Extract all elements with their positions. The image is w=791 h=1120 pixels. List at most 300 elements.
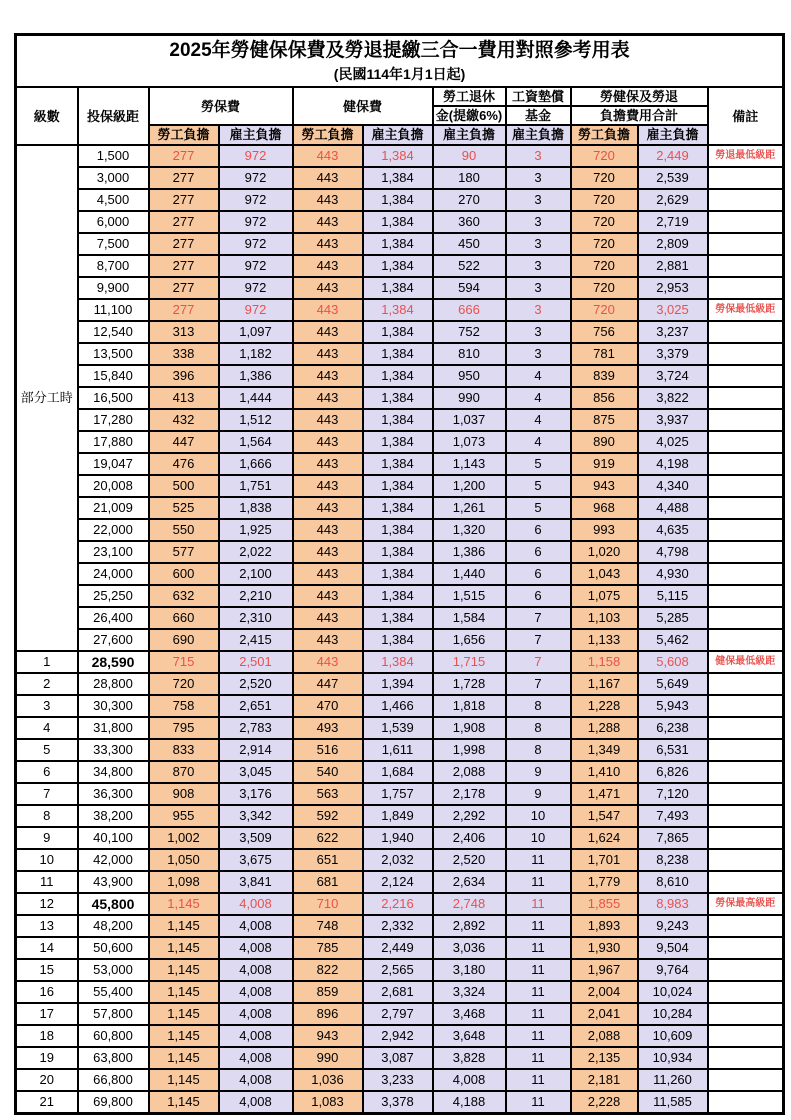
table-row bbox=[16, 937, 784, 959]
value-cell: 11 bbox=[506, 1047, 571, 1069]
value-cell: 990 bbox=[293, 1047, 363, 1069]
value-cell: 810 bbox=[433, 343, 506, 365]
value-cell: 1,384 bbox=[363, 519, 433, 541]
subheader-health-employee: 勞工負擔 bbox=[293, 125, 363, 145]
value-cell: 1,145 bbox=[149, 893, 219, 915]
value-cell: 6 bbox=[506, 519, 571, 541]
value-cell: 3,036 bbox=[433, 937, 506, 959]
remark-cell bbox=[708, 871, 784, 893]
value-cell: 2,892 bbox=[433, 915, 506, 937]
value-cell: 4,198 bbox=[638, 453, 708, 475]
value-cell: 5,115 bbox=[638, 585, 708, 607]
value-cell: 443 bbox=[293, 145, 363, 167]
value-cell: 2,449 bbox=[363, 937, 433, 959]
value-cell: 3,937 bbox=[638, 409, 708, 431]
value-cell: 443 bbox=[293, 409, 363, 431]
value-cell: 1,394 bbox=[363, 673, 433, 695]
value-cell: 4,188 bbox=[433, 1091, 506, 1114]
value-cell: 11 bbox=[506, 893, 571, 915]
value-cell: 2,520 bbox=[219, 673, 293, 695]
value-cell: 1,288 bbox=[571, 717, 638, 739]
value-cell: 1,384 bbox=[363, 277, 433, 299]
value-cell: 443 bbox=[293, 299, 363, 321]
value-cell: 1,893 bbox=[571, 915, 638, 937]
page-subtitle: (民國114年1月1日起) bbox=[333, 66, 466, 82]
value-cell: 443 bbox=[293, 167, 363, 189]
table-header bbox=[16, 35, 784, 146]
value-cell: 443 bbox=[293, 651, 363, 673]
value-cell: 500 bbox=[149, 475, 219, 497]
value-cell: 1,384 bbox=[363, 387, 433, 409]
remark-cell bbox=[708, 211, 784, 233]
remark-cell bbox=[708, 563, 784, 585]
page-title: 2025年勞健保保費及勞退提繳三合一費用對照參考用表 bbox=[169, 40, 630, 61]
value-cell: 3 bbox=[506, 321, 571, 343]
value-cell: 4,008 bbox=[219, 1025, 293, 1047]
value-cell: 715 bbox=[149, 651, 219, 673]
value-cell: 4,008 bbox=[219, 937, 293, 959]
value-cell: 1,547 bbox=[571, 805, 638, 827]
value-cell: 666 bbox=[433, 299, 506, 321]
value-cell: 833 bbox=[149, 739, 219, 761]
value-cell: 313 bbox=[149, 321, 219, 343]
bracket-cell: 11,100 bbox=[78, 299, 149, 321]
value-cell: 525 bbox=[149, 497, 219, 519]
value-cell: 2,135 bbox=[571, 1047, 638, 1069]
value-cell: 1,384 bbox=[363, 167, 433, 189]
bracket-cell: 16,500 bbox=[78, 387, 149, 409]
value-cell: 822 bbox=[293, 959, 363, 981]
table-row bbox=[16, 695, 784, 717]
value-cell: 9,764 bbox=[638, 959, 708, 981]
table-row bbox=[16, 541, 784, 563]
bracket-cell: 31,800 bbox=[78, 717, 149, 739]
value-cell: 443 bbox=[293, 585, 363, 607]
table-row bbox=[16, 827, 784, 849]
subheader-wage-fund-employer: 雇主負擔 bbox=[506, 125, 571, 145]
value-cell: 1,818 bbox=[433, 695, 506, 717]
value-cell: 748 bbox=[293, 915, 363, 937]
subheader-health-employer: 雇主負擔 bbox=[363, 125, 433, 145]
value-cell: 3,176 bbox=[219, 783, 293, 805]
value-cell: 1,145 bbox=[149, 981, 219, 1003]
value-cell: 3,025 bbox=[638, 299, 708, 321]
value-cell: 1,133 bbox=[571, 629, 638, 651]
value-cell: 2,881 bbox=[638, 255, 708, 277]
bracket-cell: 23,100 bbox=[78, 541, 149, 563]
value-cell: 443 bbox=[293, 475, 363, 497]
bracket-cell: 34,800 bbox=[78, 761, 149, 783]
value-cell: 6,531 bbox=[638, 739, 708, 761]
remark-cell bbox=[708, 387, 784, 409]
value-cell: 1,386 bbox=[219, 365, 293, 387]
value-cell: 493 bbox=[293, 717, 363, 739]
value-cell: 4,008 bbox=[219, 915, 293, 937]
value-cell: 2,332 bbox=[363, 915, 433, 937]
value-cell: 1,925 bbox=[219, 519, 293, 541]
value-cell: 443 bbox=[293, 343, 363, 365]
value-cell: 2,797 bbox=[363, 1003, 433, 1025]
value-cell: 1,320 bbox=[433, 519, 506, 541]
remark-cell bbox=[708, 607, 784, 629]
table-row bbox=[16, 1091, 784, 1114]
value-cell: 3 bbox=[506, 233, 571, 255]
remark-cell bbox=[708, 1047, 784, 1069]
bracket-cell: 22,000 bbox=[78, 519, 149, 541]
level-cell: 1 bbox=[16, 651, 78, 673]
remark-cell: 勞退最低級距 bbox=[708, 145, 784, 167]
value-cell: 1,384 bbox=[363, 453, 433, 475]
table-row bbox=[16, 167, 784, 189]
value-cell: 720 bbox=[571, 255, 638, 277]
value-cell: 6 bbox=[506, 563, 571, 585]
level-cell: 17 bbox=[16, 1003, 78, 1025]
value-cell: 277 bbox=[149, 233, 219, 255]
remark-cell bbox=[708, 475, 784, 497]
value-cell: 1,539 bbox=[363, 717, 433, 739]
level-cell: 6 bbox=[16, 761, 78, 783]
col-header-pension-line2: 金(提繳6%) bbox=[433, 106, 506, 125]
bracket-cell: 53,000 bbox=[78, 959, 149, 981]
value-cell: 1,037 bbox=[433, 409, 506, 431]
level-cell: 12 bbox=[16, 893, 78, 915]
subheader-labor-employer: 雇主負擔 bbox=[219, 125, 293, 145]
value-cell: 2,210 bbox=[219, 585, 293, 607]
value-cell: 720 bbox=[571, 277, 638, 299]
value-cell: 3,180 bbox=[433, 959, 506, 981]
remark-cell bbox=[708, 673, 784, 695]
level-cell: 16 bbox=[16, 981, 78, 1003]
bracket-cell: 17,880 bbox=[78, 431, 149, 453]
value-cell: 2,088 bbox=[571, 1025, 638, 1047]
value-cell: 950 bbox=[433, 365, 506, 387]
value-cell: 4 bbox=[506, 387, 571, 409]
value-cell: 277 bbox=[149, 255, 219, 277]
value-cell: 2,124 bbox=[363, 871, 433, 893]
value-cell: 756 bbox=[571, 321, 638, 343]
value-cell: 1,684 bbox=[363, 761, 433, 783]
value-cell: 4,008 bbox=[433, 1069, 506, 1091]
value-cell: 10,609 bbox=[638, 1025, 708, 1047]
value-cell: 1,384 bbox=[363, 189, 433, 211]
value-cell: 1,384 bbox=[363, 409, 433, 431]
value-cell: 2,809 bbox=[638, 233, 708, 255]
value-cell: 781 bbox=[571, 343, 638, 365]
remark-cell: 勞保最低級距 bbox=[708, 299, 784, 321]
value-cell: 1,666 bbox=[219, 453, 293, 475]
value-cell: 3,237 bbox=[638, 321, 708, 343]
value-cell: 2,539 bbox=[638, 167, 708, 189]
remark-cell bbox=[708, 233, 784, 255]
value-cell: 3 bbox=[506, 255, 571, 277]
bracket-cell: 43,900 bbox=[78, 871, 149, 893]
table-row bbox=[16, 717, 784, 739]
remark-cell bbox=[708, 695, 784, 717]
subheader-total-employee: 勞工負擔 bbox=[571, 125, 638, 145]
level-cell: 11 bbox=[16, 871, 78, 893]
value-cell: 972 bbox=[219, 233, 293, 255]
table-row bbox=[16, 607, 784, 629]
value-cell: 443 bbox=[293, 387, 363, 409]
table-row bbox=[16, 255, 784, 277]
value-cell: 1,849 bbox=[363, 805, 433, 827]
value-cell: 1,515 bbox=[433, 585, 506, 607]
value-cell: 11 bbox=[506, 937, 571, 959]
value-cell: 3,379 bbox=[638, 343, 708, 365]
level-cell: 2 bbox=[16, 673, 78, 695]
value-cell: 720 bbox=[571, 211, 638, 233]
bracket-cell: 40,100 bbox=[78, 827, 149, 849]
value-cell: 720 bbox=[571, 167, 638, 189]
value-cell: 1,097 bbox=[219, 321, 293, 343]
table-row bbox=[16, 409, 784, 431]
value-cell: 4 bbox=[506, 409, 571, 431]
level-cell: 8 bbox=[16, 805, 78, 827]
table-row bbox=[16, 277, 784, 299]
value-cell: 5 bbox=[506, 475, 571, 497]
value-cell: 9 bbox=[506, 761, 571, 783]
value-cell: 3,087 bbox=[363, 1047, 433, 1069]
value-cell: 3,724 bbox=[638, 365, 708, 387]
bracket-cell: 33,300 bbox=[78, 739, 149, 761]
value-cell: 7 bbox=[506, 673, 571, 695]
remark-cell bbox=[708, 189, 784, 211]
value-cell: 563 bbox=[293, 783, 363, 805]
table-row bbox=[16, 145, 784, 167]
value-cell: 270 bbox=[433, 189, 506, 211]
level-cell: 7 bbox=[16, 783, 78, 805]
value-cell: 3,324 bbox=[433, 981, 506, 1003]
bracket-cell: 12,540 bbox=[78, 321, 149, 343]
value-cell: 1,967 bbox=[571, 959, 638, 981]
value-cell: 4 bbox=[506, 431, 571, 453]
value-cell: 2,629 bbox=[638, 189, 708, 211]
value-cell: 10,934 bbox=[638, 1047, 708, 1069]
value-cell: 632 bbox=[149, 585, 219, 607]
value-cell: 1,908 bbox=[433, 717, 506, 739]
bracket-cell: 19,047 bbox=[78, 453, 149, 475]
bracket-cell: 28,590 bbox=[78, 651, 149, 673]
value-cell: 11,260 bbox=[638, 1069, 708, 1091]
value-cell: 2,292 bbox=[433, 805, 506, 827]
value-cell: 1,930 bbox=[571, 937, 638, 959]
fee-table bbox=[14, 33, 785, 1115]
value-cell: 90 bbox=[433, 145, 506, 167]
value-cell: 7 bbox=[506, 607, 571, 629]
table-row bbox=[16, 519, 784, 541]
table-row bbox=[16, 1003, 784, 1025]
value-cell: 660 bbox=[149, 607, 219, 629]
value-cell: 3,468 bbox=[433, 1003, 506, 1025]
value-cell: 2,748 bbox=[433, 893, 506, 915]
value-cell: 2,004 bbox=[571, 981, 638, 1003]
value-cell: 2,415 bbox=[219, 629, 293, 651]
value-cell: 4,008 bbox=[219, 1069, 293, 1091]
value-cell: 1,512 bbox=[219, 409, 293, 431]
value-cell: 5,943 bbox=[638, 695, 708, 717]
level-cell: 14 bbox=[16, 937, 78, 959]
value-cell: 8,610 bbox=[638, 871, 708, 893]
value-cell: 3 bbox=[506, 211, 571, 233]
table-row bbox=[16, 497, 784, 519]
value-cell: 5 bbox=[506, 497, 571, 519]
value-cell: 6 bbox=[506, 585, 571, 607]
level-cell: 3 bbox=[16, 695, 78, 717]
table-row bbox=[16, 453, 784, 475]
value-cell: 3,045 bbox=[219, 761, 293, 783]
value-cell: 277 bbox=[149, 299, 219, 321]
value-cell: 1,757 bbox=[363, 783, 433, 805]
value-cell: 720 bbox=[571, 189, 638, 211]
value-cell: 443 bbox=[293, 255, 363, 277]
bracket-cell: 24,000 bbox=[78, 563, 149, 585]
value-cell: 1,384 bbox=[363, 321, 433, 343]
value-cell: 5,649 bbox=[638, 673, 708, 695]
value-cell: 972 bbox=[219, 167, 293, 189]
remark-cell bbox=[708, 167, 784, 189]
value-cell: 1,145 bbox=[149, 915, 219, 937]
bracket-cell: 15,840 bbox=[78, 365, 149, 387]
value-cell: 2,953 bbox=[638, 277, 708, 299]
value-cell: 522 bbox=[433, 255, 506, 277]
remark-cell bbox=[708, 959, 784, 981]
value-cell: 450 bbox=[433, 233, 506, 255]
value-cell: 1,145 bbox=[149, 959, 219, 981]
remark-cell bbox=[708, 937, 784, 959]
value-cell: 875 bbox=[571, 409, 638, 431]
value-cell: 2,651 bbox=[219, 695, 293, 717]
col-header-bracket: 投保級距 bbox=[78, 87, 149, 145]
table-row bbox=[16, 651, 784, 673]
value-cell: 3 bbox=[506, 145, 571, 167]
value-cell: 4,930 bbox=[638, 563, 708, 585]
value-cell: 1,384 bbox=[363, 145, 433, 167]
value-cell: 972 bbox=[219, 299, 293, 321]
value-cell: 752 bbox=[433, 321, 506, 343]
value-cell: 1,611 bbox=[363, 739, 433, 761]
value-cell: 8,983 bbox=[638, 893, 708, 915]
value-cell: 5 bbox=[506, 453, 571, 475]
value-cell: 3,675 bbox=[219, 849, 293, 871]
level-cell: 15 bbox=[16, 959, 78, 981]
value-cell: 1,564 bbox=[219, 431, 293, 453]
value-cell: 1,584 bbox=[433, 607, 506, 629]
bracket-cell: 17,280 bbox=[78, 409, 149, 431]
remark-cell bbox=[708, 277, 784, 299]
value-cell: 943 bbox=[571, 475, 638, 497]
value-cell: 7 bbox=[506, 629, 571, 651]
value-cell: 9 bbox=[506, 783, 571, 805]
value-cell: 443 bbox=[293, 321, 363, 343]
title-cell bbox=[16, 35, 784, 88]
value-cell: 1,656 bbox=[433, 629, 506, 651]
remark-cell bbox=[708, 585, 784, 607]
value-cell: 2,942 bbox=[363, 1025, 433, 1047]
value-cell: 972 bbox=[219, 189, 293, 211]
value-cell: 4,635 bbox=[638, 519, 708, 541]
value-cell: 1,200 bbox=[433, 475, 506, 497]
value-cell: 600 bbox=[149, 563, 219, 585]
value-cell: 2,181 bbox=[571, 1069, 638, 1091]
value-cell: 2,100 bbox=[219, 563, 293, 585]
table-row bbox=[16, 321, 784, 343]
table-row bbox=[16, 805, 784, 827]
bracket-cell: 55,400 bbox=[78, 981, 149, 1003]
table-row bbox=[16, 1047, 784, 1069]
level-cell: 13 bbox=[16, 915, 78, 937]
value-cell: 360 bbox=[433, 211, 506, 233]
table-row bbox=[16, 783, 784, 805]
subheader-pension-employer: 雇主負擔 bbox=[433, 125, 506, 145]
value-cell: 10 bbox=[506, 805, 571, 827]
level-cell: 5 bbox=[16, 739, 78, 761]
col-header-remark: 備註 bbox=[708, 87, 784, 145]
table-row bbox=[16, 211, 784, 233]
value-cell: 1,471 bbox=[571, 783, 638, 805]
value-cell: 8 bbox=[506, 717, 571, 739]
value-cell: 1,940 bbox=[363, 827, 433, 849]
value-cell: 1,384 bbox=[363, 211, 433, 233]
value-cell: 594 bbox=[433, 277, 506, 299]
bracket-cell: 63,800 bbox=[78, 1047, 149, 1069]
bracket-cell: 36,300 bbox=[78, 783, 149, 805]
remark-cell bbox=[708, 849, 784, 871]
header-row-1 bbox=[16, 87, 784, 106]
value-cell: 443 bbox=[293, 497, 363, 519]
value-cell: 720 bbox=[571, 145, 638, 167]
value-cell: 277 bbox=[149, 277, 219, 299]
value-cell: 9,243 bbox=[638, 915, 708, 937]
value-cell: 870 bbox=[149, 761, 219, 783]
remark-cell bbox=[708, 541, 784, 563]
remark-cell bbox=[708, 519, 784, 541]
table-row bbox=[16, 959, 784, 981]
value-cell: 3,822 bbox=[638, 387, 708, 409]
value-cell: 447 bbox=[149, 431, 219, 453]
value-cell: 7,865 bbox=[638, 827, 708, 849]
value-cell: 1,728 bbox=[433, 673, 506, 695]
value-cell: 990 bbox=[433, 387, 506, 409]
col-header-wage-fund-line1: 工資墊償 bbox=[506, 87, 571, 106]
bracket-cell: 38,200 bbox=[78, 805, 149, 827]
level-cell: 9 bbox=[16, 827, 78, 849]
value-cell: 9,504 bbox=[638, 937, 708, 959]
remark-cell bbox=[708, 1069, 784, 1091]
value-cell: 2,406 bbox=[433, 827, 506, 849]
value-cell: 3,233 bbox=[363, 1069, 433, 1091]
bracket-cell: 3,000 bbox=[78, 167, 149, 189]
bracket-cell: 1,500 bbox=[78, 145, 149, 167]
value-cell: 4,008 bbox=[219, 1003, 293, 1025]
value-cell: 443 bbox=[293, 519, 363, 541]
value-cell: 3 bbox=[506, 277, 571, 299]
value-cell: 5,462 bbox=[638, 629, 708, 651]
value-cell: 6 bbox=[506, 541, 571, 563]
value-cell: 5,285 bbox=[638, 607, 708, 629]
value-cell: 3 bbox=[506, 299, 571, 321]
bracket-cell: 50,600 bbox=[78, 937, 149, 959]
value-cell: 277 bbox=[149, 189, 219, 211]
value-cell: 180 bbox=[433, 167, 506, 189]
value-cell: 993 bbox=[571, 519, 638, 541]
value-cell: 8,238 bbox=[638, 849, 708, 871]
value-cell: 11 bbox=[506, 1025, 571, 1047]
value-cell: 277 bbox=[149, 145, 219, 167]
value-cell: 3,509 bbox=[219, 827, 293, 849]
bracket-cell: 48,200 bbox=[78, 915, 149, 937]
value-cell: 432 bbox=[149, 409, 219, 431]
table-body bbox=[16, 145, 784, 1114]
